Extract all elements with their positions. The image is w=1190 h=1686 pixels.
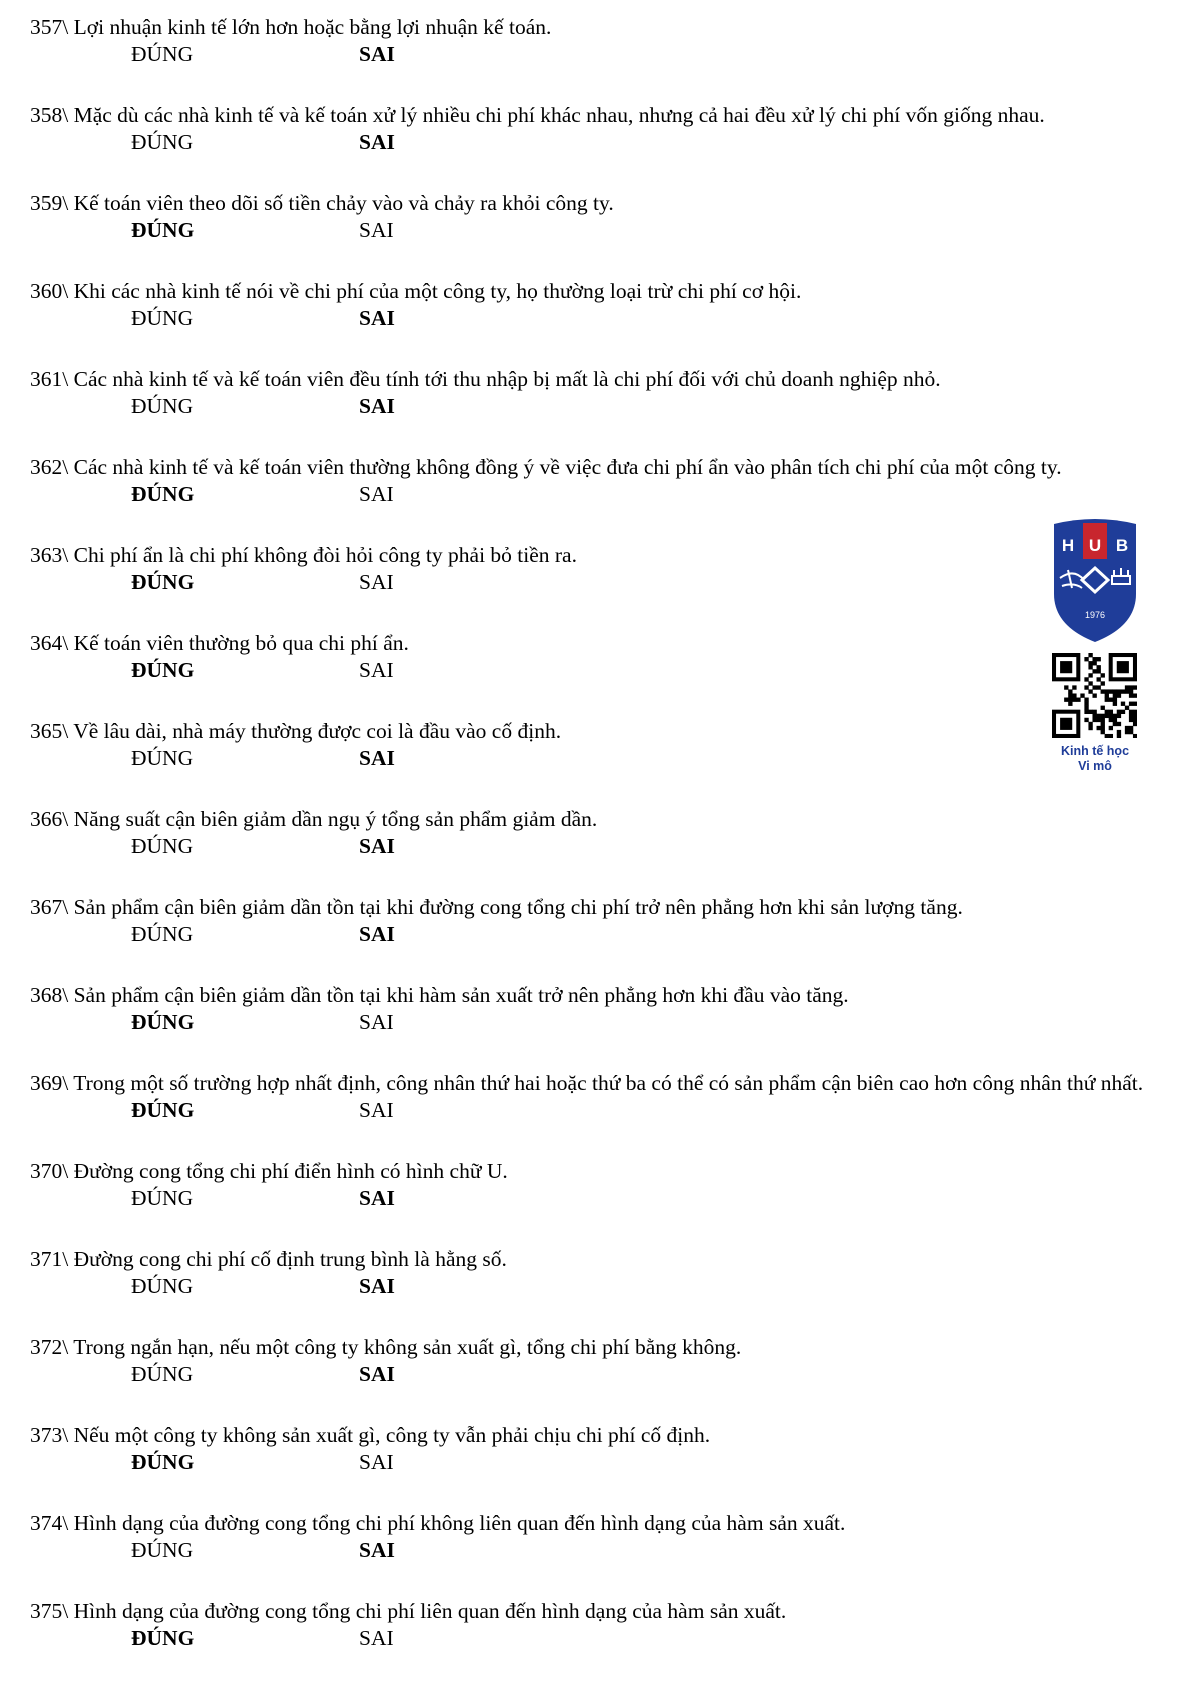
answer-true[interactable]: ĐÚNG (131, 658, 195, 682)
answer-row (30, 569, 1170, 596)
answer-true[interactable]: ĐÚNG (131, 306, 194, 330)
answer-row (30, 745, 1170, 772)
badge-caption (1040, 744, 1150, 774)
logo-year: 1976 (1084, 610, 1106, 620)
answer-false[interactable]: SAI (359, 1010, 394, 1034)
answer-true[interactable]: ĐÚNG (131, 1186, 194, 1210)
question-text: 375\ Hình dạng của đường cong tổng chi phí liên quan đến hình dạng của hàm sản xuất. (30, 1599, 787, 1623)
question-text: 371\ Đường cong chi phí cố định trung bình là hằng số. (30, 1247, 507, 1271)
answer-false[interactable]: SAI (359, 42, 395, 66)
answer-true[interactable]: ĐÚNG (131, 1450, 195, 1474)
qr-code[interactable] (1052, 653, 1137, 738)
answer-row (30, 921, 1170, 948)
question-item (30, 1158, 1170, 1212)
answer-false[interactable]: SAI (359, 834, 395, 858)
answer-row (30, 1537, 1170, 1564)
answer-row (30, 1273, 1170, 1300)
question-item (30, 1246, 1170, 1300)
answer-false[interactable]: SAI (359, 922, 395, 946)
question-text: 373\ Nếu một công ty không sản xuất gì, công ty vẫn phải chịu chi phí cố định. (30, 1423, 711, 1447)
answer-false[interactable]: SAI (359, 1538, 395, 1562)
answer-true[interactable]: ĐÚNG (131, 834, 194, 858)
question-item (30, 454, 1170, 508)
answer-false[interactable]: SAI (359, 658, 394, 682)
answer-row (30, 1361, 1170, 1388)
question-text: 366\ Năng suất cận biên giảm dần ngụ ý tổng sản phẩm giảm dần. (30, 807, 598, 831)
answer-row (30, 833, 1170, 860)
question-text: 364\ Kế toán viên thường bỏ qua chi phí ẩn. (30, 631, 409, 655)
answer-row (30, 305, 1170, 332)
question-text: 360\ Khi các nhà kinh tế nói về chi phí của một công ty, họ thường loại trừ chi phí cơ hội. (30, 279, 802, 303)
answer-row (30, 1185, 1170, 1212)
question-item (30, 542, 1170, 596)
logo-letter-h: H (1061, 536, 1075, 555)
answer-row (30, 41, 1170, 68)
question-text: 361\ Các nhà kinh tế và kế toán viên đều tính tới thu nhập bị mất là chi phí đối với chủ doanh nghiệp nhỏ. (30, 367, 941, 391)
answer-false[interactable]: SAI (359, 1098, 394, 1122)
question-text: 357\ Lợi nhuận kinh tế lớn hơn hoặc bằng lợi nhuận kế toán. (30, 15, 552, 39)
answer-true[interactable]: ĐÚNG (131, 1362, 194, 1386)
answer-true[interactable]: ĐÚNG (131, 42, 194, 66)
question-item (30, 1070, 1170, 1124)
answer-false[interactable]: SAI (359, 1274, 395, 1298)
question-item (30, 1510, 1170, 1564)
question-item (30, 14, 1170, 68)
question-item (30, 718, 1170, 772)
question-item (30, 1598, 1170, 1652)
question-text: 368\ Sản phẩm cận biên giảm dần tồn tại khi hàm sản xuất trở nên phẳng hơn khi đầu vào tăng. (30, 983, 849, 1007)
question-item (30, 278, 1170, 332)
question-item (30, 894, 1170, 948)
answer-true[interactable]: ĐÚNG (131, 570, 195, 594)
question-text: 365\ Về lâu dài, nhà máy thường được coi là đầu vào cố định. (30, 719, 562, 743)
question-list (30, 14, 1170, 1686)
answer-true[interactable]: ĐÚNG (131, 1274, 194, 1298)
answer-true[interactable]: ĐÚNG (131, 130, 194, 154)
question-item (30, 630, 1170, 684)
answer-true[interactable]: ĐÚNG (131, 1010, 195, 1034)
question-item (30, 102, 1170, 156)
answer-true[interactable]: ĐÚNG (131, 746, 194, 770)
question-text: 362\ Các nhà kinh tế và kế toán viên thường không đồng ý về việc đưa chi phí ẩn vào phân tích chi phí của một công ty. (30, 455, 1062, 479)
question-item (30, 982, 1170, 1036)
question-item (30, 1334, 1170, 1388)
answer-false[interactable]: SAI (359, 306, 395, 330)
answer-false[interactable]: SAI (359, 1362, 395, 1386)
answer-row (30, 1449, 1170, 1476)
answer-row (30, 393, 1170, 420)
answer-row (30, 657, 1170, 684)
question-text: 358\ Mặc dù các nhà kinh tế và kế toán xử lý nhiều chi phí khác nhau, nhưng cả hai đều xử lý chi phí vốn giống nhau. (30, 103, 1045, 127)
question-item (30, 1422, 1170, 1476)
question-text: 363\ Chi phí ẩn là chi phí không đòi hỏi công ty phải bỏ tiền ra. (30, 543, 577, 567)
answer-true[interactable]: ĐÚNG (131, 922, 194, 946)
hub-shield-logo (1050, 518, 1140, 646)
answer-false[interactable]: SAI (359, 218, 394, 242)
answer-row (30, 217, 1170, 244)
answer-row (30, 1009, 1170, 1036)
answer-true[interactable]: ĐÚNG (131, 482, 195, 506)
answer-false[interactable]: SAI (359, 1186, 395, 1210)
question-text: 374\ Hình dạng của đường cong tổng chi phí không liên quan đến hình dạng của hàm sản xuất. (30, 1511, 846, 1535)
answer-false[interactable]: SAI (359, 570, 394, 594)
question-item (30, 190, 1170, 244)
answer-false[interactable]: SAI (359, 130, 395, 154)
question-item (30, 806, 1170, 860)
answer-true[interactable]: ĐÚNG (131, 218, 195, 242)
badge-caption-line2: Vi mô (1078, 759, 1112, 773)
logo-letter-u: U (1088, 536, 1102, 555)
answer-true[interactable]: ĐÚNG (131, 1098, 195, 1122)
question-text: 367\ Sản phẩm cận biên giảm dần tồn tại khi đường cong tổng chi phí trở nên phẳng hơn khi sản lượng tăng. (30, 895, 963, 919)
answer-row (30, 1625, 1170, 1652)
answer-true[interactable]: ĐÚNG (131, 1538, 194, 1562)
question-text: 372\ Trong ngắn hạn, nếu một công ty không sản xuất gì, tổng chi phí bằng không. (30, 1335, 742, 1359)
question-item (30, 366, 1170, 420)
question-text: 369\ Trong một số trường hợp nhất định, công nhân thứ hai hoặc thứ ba có thể có sản phẩm cận biên cao hơn công nhân thứ nhất. (30, 1071, 1144, 1095)
answer-row (30, 1097, 1170, 1124)
badge-caption-line1: Kinh tế học (1060, 744, 1130, 758)
answer-true[interactable]: ĐÚNG (131, 1626, 195, 1650)
answer-false[interactable]: SAI (359, 1626, 394, 1650)
answer-true[interactable]: ĐÚNG (131, 394, 194, 418)
answer-row (30, 129, 1170, 156)
answer-row (30, 481, 1170, 508)
logo-letter-b: B (1115, 536, 1129, 555)
answer-false[interactable]: SAI (359, 394, 395, 418)
question-text: 359\ Kế toán viên theo dõi số tiền chảy vào và chảy ra khỏi công ty. (30, 191, 614, 215)
answer-false[interactable]: SAI (359, 1450, 394, 1474)
question-text: 370\ Đường cong tổng chi phí điển hình có hình chữ U. (30, 1159, 508, 1183)
answer-false[interactable]: SAI (359, 746, 395, 770)
answer-false[interactable]: SAI (359, 482, 394, 506)
